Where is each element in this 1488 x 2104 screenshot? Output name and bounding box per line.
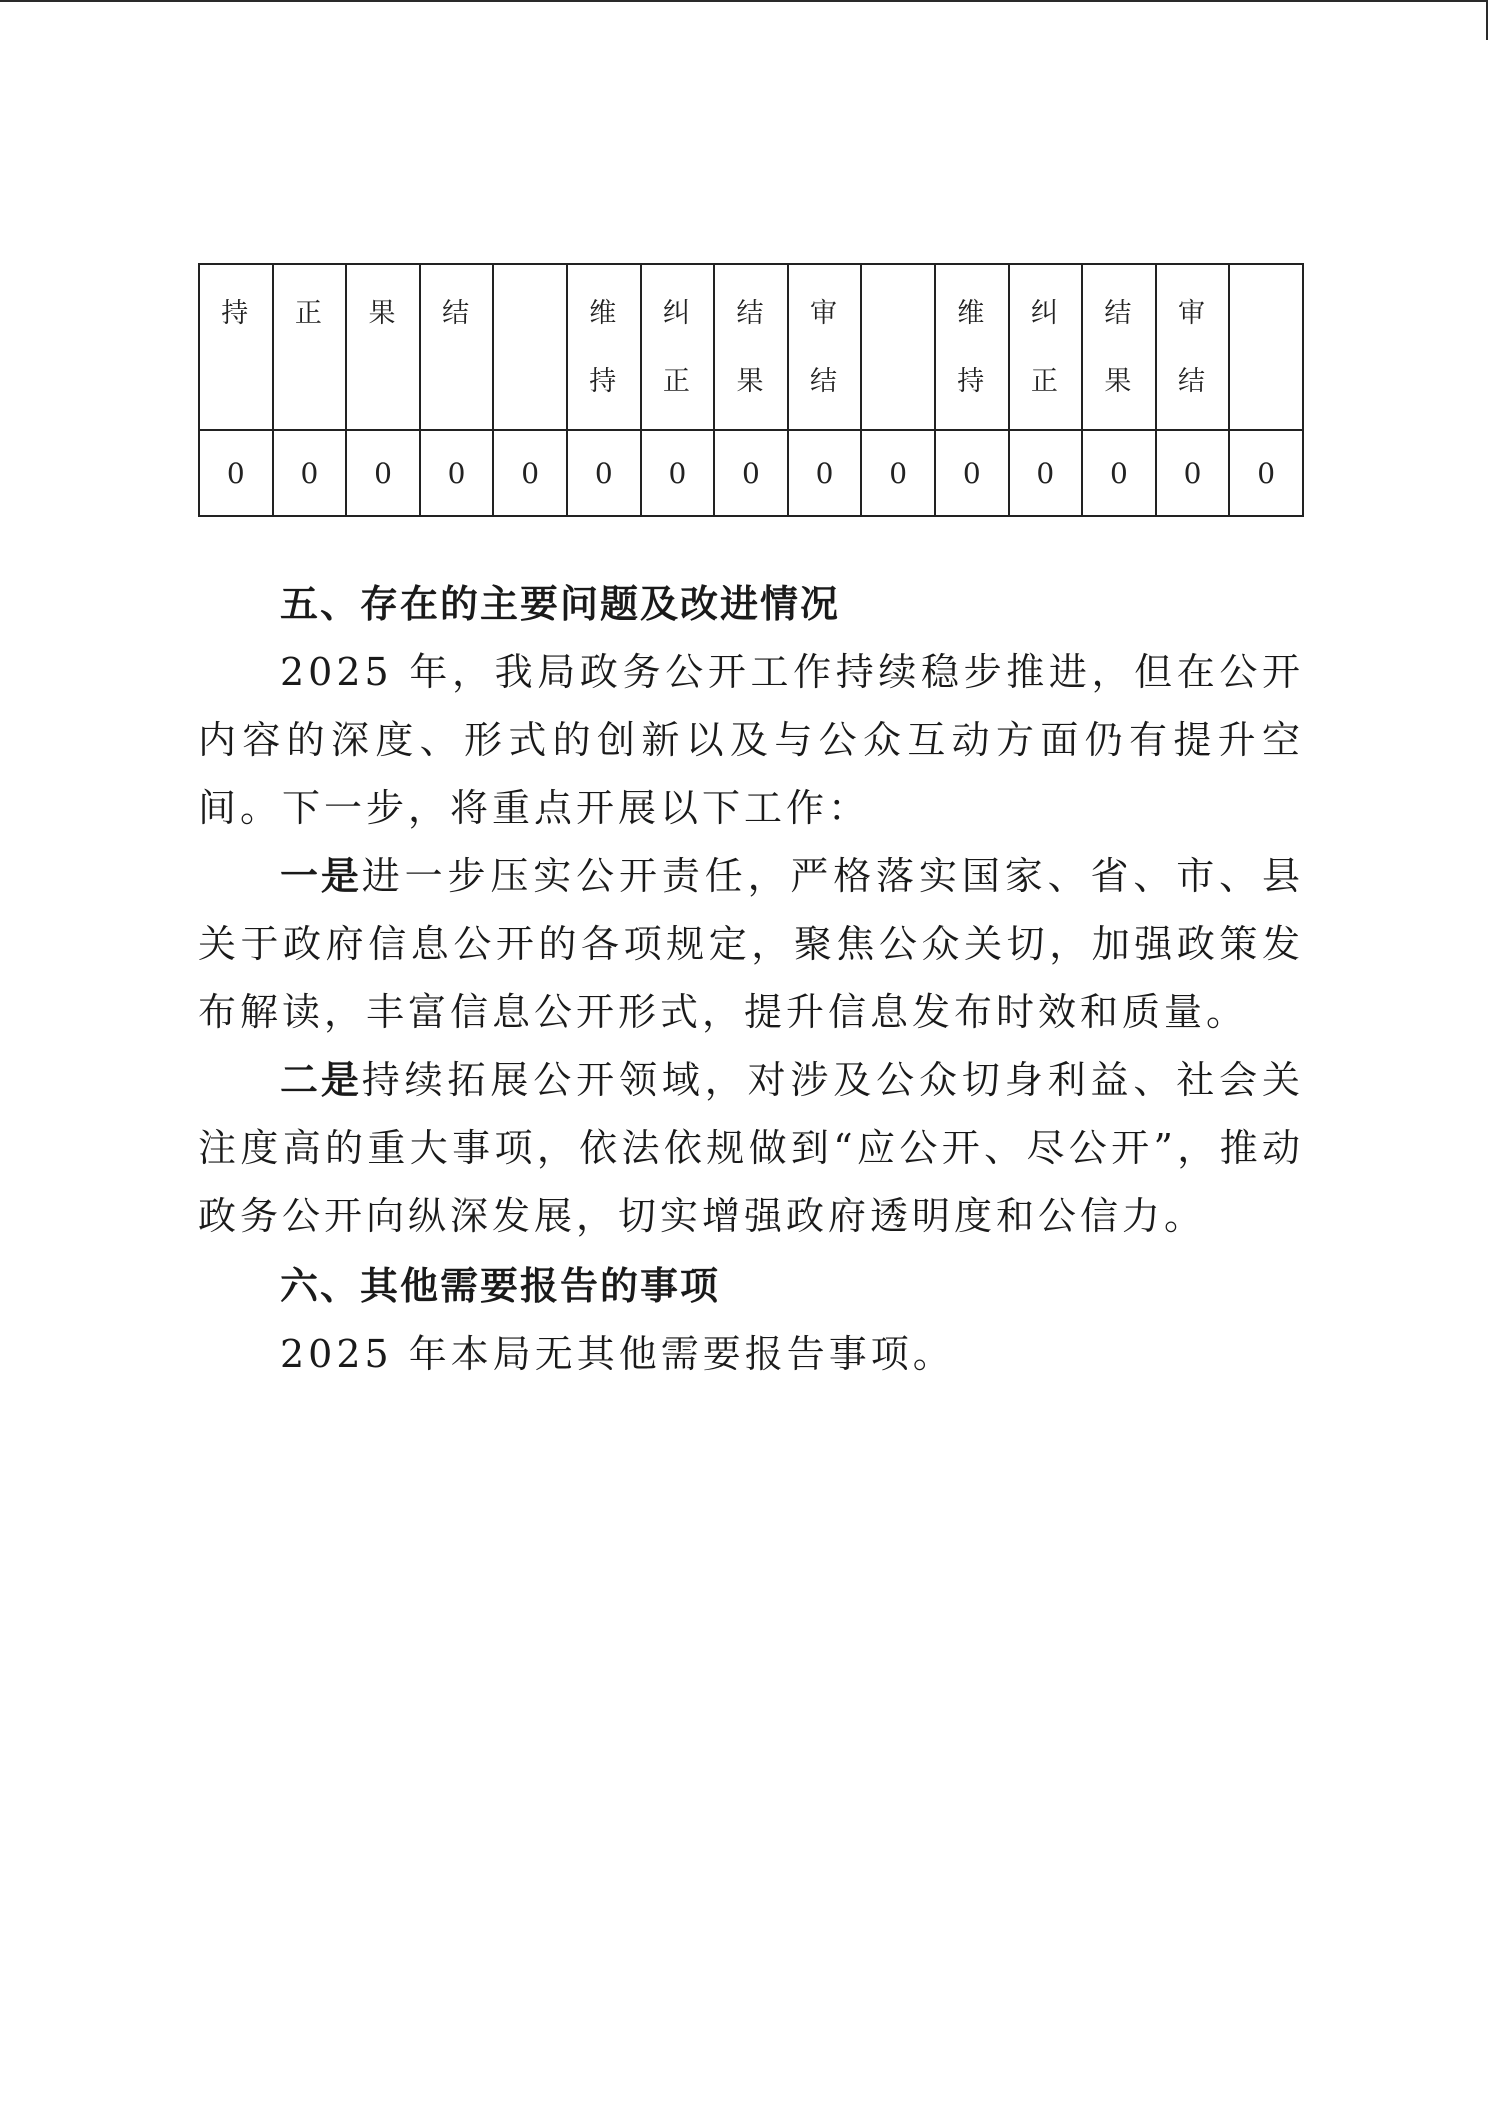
section-5-intro: 2025 年，我局政务公开工作持续稳步推进，但在公开内容的深度、形式的创新以及与公众互动方面仍有提升空间。下一步，将重点开展以下工作： (198, 650, 1304, 830)
section-5-item-2 (198, 1046, 1304, 1250)
item-1-text: 进一步压实公开责任，严格落实国家、省、市、县关于政府信息公开的各项规定，聚焦公众关切，加强政策发布解读，丰富信息公开形式，提升信息发布时效和质量。 (198, 854, 1304, 1034)
section-5-heading: 五、存在的主要问题及改进情况 (280, 582, 841, 626)
header-cell: 正 (273, 264, 347, 430)
value-cell: 0 (714, 430, 788, 516)
value-cell: 0 (273, 430, 347, 516)
item-1-lead: 一是 (280, 854, 362, 898)
item-2-text: 持续拓展公开领域，对涉及公众切身利益、社会关注度高的重大事项，依法依规做到“应公开、尽公开”，推动政务公开向纵深发展，切实增强政府透明度和公信力。 (198, 1058, 1304, 1238)
value-cell: 0 (199, 430, 273, 516)
header-cell: 纠 正 (1009, 264, 1083, 430)
value-cell: 0 (567, 430, 641, 516)
section-6-heading: 六、其他需要报告的事项 (280, 1264, 721, 1308)
value-cell: 0 (1009, 430, 1083, 516)
header-cell: 结 果 (714, 264, 788, 430)
header-cell: 审 结 (1156, 264, 1230, 430)
header-cell: 维 持 (567, 264, 641, 430)
section-6-text: 2025 年本局无其他需要报告事项。 (280, 1332, 955, 1376)
header-cell: 果 (346, 264, 420, 430)
header-cell: 纠 正 (641, 264, 715, 430)
page-top-border (0, 0, 1488, 2)
value-cell: 0 (493, 430, 567, 516)
value-cell: 0 (1229, 430, 1303, 516)
table-header-row (199, 264, 1303, 430)
stats-table (198, 263, 1304, 517)
value-cell: 0 (420, 430, 494, 516)
header-cell (493, 264, 567, 430)
value-cell: 0 (935, 430, 1009, 516)
header-cell: 持 (199, 264, 273, 430)
header-cell (861, 264, 935, 430)
value-cell: 0 (861, 430, 935, 516)
header-cell: 审 结 (788, 264, 862, 430)
value-cell: 0 (1082, 430, 1156, 516)
value-cell: 0 (641, 430, 715, 516)
item-2-lead: 二是 (280, 1058, 362, 1102)
header-cell: 结 (420, 264, 494, 430)
table-value-row (199, 430, 1303, 516)
header-cell: 结 果 (1082, 264, 1156, 430)
value-cell: 0 (1156, 430, 1230, 516)
section-5-item-1 (198, 842, 1304, 1046)
value-cell: 0 (346, 430, 420, 516)
header-cell (1229, 264, 1303, 430)
report-body (198, 570, 1304, 1388)
header-cell: 维 持 (935, 264, 1009, 430)
value-cell: 0 (788, 430, 862, 516)
